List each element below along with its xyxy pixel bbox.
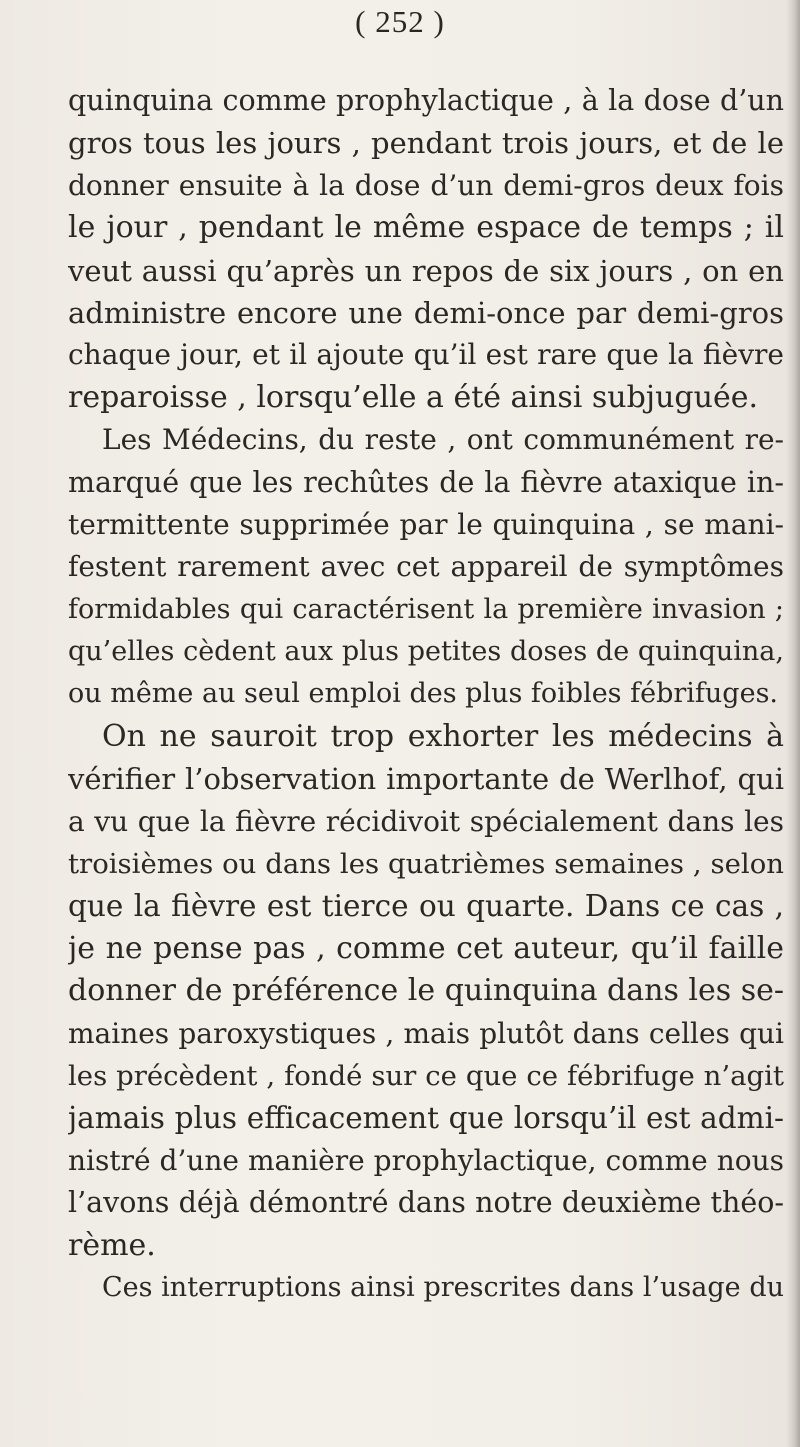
text-line: qu’elles cèdent aux plus petites doses de quinquina, — [68, 636, 784, 668]
text-line: On ne sauroit trop exhorter les médecins à — [102, 718, 784, 754]
text-line: veut aussi qu’après un repos de six jours , on en — [68, 253, 784, 288]
text-line: Ces interruptions ainsi prescrites dans l’usage du — [102, 1271, 784, 1303]
body-text — [68, 80, 784, 1309]
text-line: ou même au seul emploi des plus foibles fébrifuges. — [68, 678, 779, 710]
text-line: termittente supprimée par le quinquina , se mani- — [68, 507, 784, 541]
page-number: ( 252 ) — [355, 4, 445, 39]
text-line: formidables qui caractérisent la première invasion ; — [68, 593, 784, 625]
text-line: donner de préférence le quinquina dans les se- — [68, 973, 784, 1009]
text-line: gros tous les jours , pendant trois jours, et de le — [68, 126, 784, 161]
text-line: les précèdent , fondé sur ce que ce fébrifuge n’agit — [68, 1059, 784, 1092]
text-line: jamais plus efficacement que lorsqu’il est admi- — [68, 1101, 784, 1136]
text-line: je ne pense pas , comme cet auteur, qu’il faille — [68, 930, 784, 966]
text-line: troisièmes ou dans les quatrièmes semaines , selon — [68, 848, 784, 881]
text-line: administre encore une demi-once par demi-gros — [68, 295, 784, 330]
text-line: rème. — [68, 1227, 156, 1263]
text-line: le jour , pendant le même espace de temps ; il — [68, 210, 784, 246]
text-line: festent rarement avec cet appareil de symptômes — [68, 550, 784, 584]
text-line: reparoisse , lorsqu’elle a été ainsi subjuguée. — [68, 379, 758, 415]
page-edge-shadow — [786, 0, 800, 1447]
text-line: quinquina comme prophylactique , à la dose d’un — [68, 84, 784, 117]
text-line: a vu que la fièvre récidivoit spécialement dans les — [68, 804, 784, 838]
text-line: donner ensuite à la dose d’un demi-gros deux fois — [68, 168, 784, 202]
text-line: Les Médecins, du reste , ont communément re- — [102, 423, 784, 457]
text-line: chaque jour, et il ajoute qu’il est rare que la fièvre — [68, 338, 784, 372]
text-line: l’avons déjà démontré dans notre deuxième théo- — [68, 1186, 784, 1220]
text-line: maines paroxystiques , mais plutôt dans celles qui — [68, 1016, 784, 1050]
text-line: marqué que les rechûtes de la fièvre ataxique in- — [68, 465, 784, 499]
text-line: vérifier l’observation importante de Werlhof, qui — [68, 762, 784, 797]
text-line: que la fièvre est tierce ou quarte. Dans ce cas , — [68, 889, 784, 924]
text-line: nistré d’une manière prophylactique, comme nous — [68, 1143, 784, 1177]
